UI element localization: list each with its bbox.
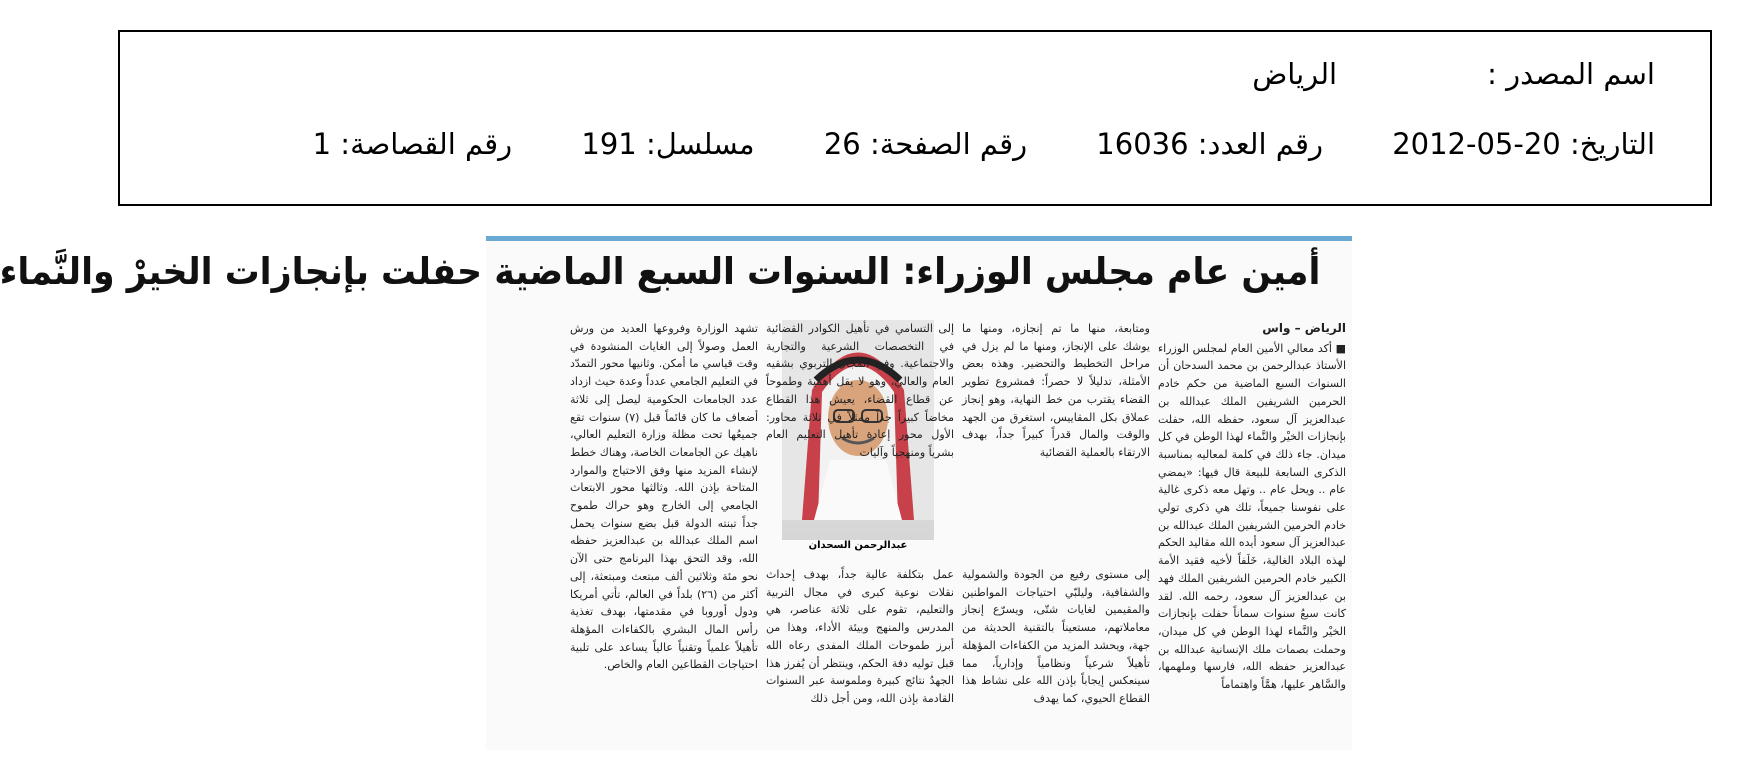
source-label: اسم المصدر : bbox=[1487, 57, 1655, 91]
issue-value: 16036 bbox=[1096, 127, 1189, 161]
column-2-text: ومتابعة، منها ما تم إنجازه، ومنها ما يوشك على الإنجاز، ومنها ما لم يزل في مراحل التخطيط والتحضير. وهذه بعض الأمثلة، تدليلاً لا حصراً: فمشروع تطوير القضاء يقترب من خط النهاية، وهو إنجاز عملاق بكل المقاييس، استغرق من الجهد والوقت والمال قدراً كبيراً جداً، بهدف الارتقاء بالعملية القضائية bbox=[962, 322, 1150, 459]
column-1-text: ■ أكد معالي الأمين العام لمجلس الوزراء الأستاذ عبدالرحمن بن محمد السدحان أن السنوات السبع الماضية من حكم خادم الحرمين الشريفين الملك عبدالله بن عبدالعزيز آل سعود، حفظه الله، حفلت بإنجازات الخيْر والنَّماء لهذا الوطن في كل ميدان. جاء ذلك في كلمة لمعاليه بمناسبة الذكرى السابعة للبيعة قال فيها: «يمضي عام .. ويحل عام .. وتهل معه ذكرى غالية على نفوسنا جميعاً، تلك هي ذكرى تولي خادم الحرمين الشريفين الملك عبدالله بن عبدالعزيز آل سعود أيده الله مقاليد الحكم لهذه البلاد الغالية، خَلَفاً لأخيه فقيد الأمة الكبير خادم الحرمين الشريفين الملك فهد بن عبدالعزيز آل سعود، رحمه الله. لقد كانت سبعُ سنوات سماناً حفلت بإنجازات الخيْر والنَّماء لهذا الوطن في كل ميدان، وحملت بصمات ملك الإنسانية عبدالله بن عبدالعزيز حفظه الله، فارسها وملهمها، والسَّاهر عليها، همَّاً واهتماماً bbox=[1158, 341, 1346, 692]
column-4-text: تشهد الوزارة وفروعها العديد من ورش العمل وصولاً إلى الغايات المنشودة في وقت قياسي ما أمكن. وثانيها محور التمدّد في التعليم الجامعي عدداً وعدة حيث ازداد عدد الجامعات الحكومية ليصل إلى ثلاثة أضعاف ما كان قائماً قبل (٧) سنوات تقع جميعُها تحت مظلة وزارة التعليم العالي، ناهيك عن الجامعات الخاصة، وهناك خطط لإنشاء المزيد منها وفق الاحتياج والموارد المتاحة بإذن الله. وثالثها محور الابتعاث الجامعي إلى الخارج وهو حراك طموح جداً تبنته الدولة قبل بضع سنوات يحمل اسم الملك عبدالله بن عبدالعزيز حفظه الله، وقد التحق بهذا البرنامج حتى الآن نحو مئة وثلاثين ألف مبتعث ومبتعثة، إلى أكثر من (٢٦) بلداً في العالم، تأتي أمريكا ودول أوروبا في مقدمتها، بهدف تغذية رأس المال البشري بالكفاءات المؤهلة تأهيلاً علمياً وتقنياً عالياً يساعد على تلبية احتياجات القطاعين العام والخاص. bbox=[570, 322, 759, 672]
clip-value: 1 bbox=[312, 127, 332, 161]
column-2-lower-text: إلى مستوى رفيع من الجودة والشمولية والشفافية، وليلبّي احتياجات المواطنين والمقيمين لغايات شتّى، ويسرّع إنجاز معاملاتهم، مستعيناً بالتقنية الحديثة من جهة، ويحشد المزيد من الكفاءات المؤهلة تأهيلاً شرعياً ونظامياً وإدارياً، مما سينعكس إيجاباً بإذن الله على نشاط هذا القطاع الحيوي، كما يهدف bbox=[962, 568, 1150, 705]
dateline: الرياض – واس bbox=[1262, 321, 1346, 335]
details-line bbox=[313, 127, 1655, 161]
serial-label: مسلسل: bbox=[645, 127, 755, 161]
newspaper-clipping bbox=[0, 236, 1352, 750]
photo-caption: عبدالرحمن السحدان bbox=[808, 540, 908, 551]
issue-label: رقم العدد: bbox=[1197, 127, 1323, 161]
article-headline: أمين عام مجلس الوزراء: السنوات السبع الماضية حفلت بإنجازات الخيرْ والنَّماء bbox=[0, 250, 1321, 293]
page-value: 26 bbox=[823, 127, 861, 161]
serial-value: 191 bbox=[581, 127, 637, 161]
top-rule bbox=[486, 236, 1352, 241]
page-label: رقم الصفحة: bbox=[869, 127, 1028, 161]
metadata-box bbox=[118, 30, 1712, 206]
date-label: التاريخ: bbox=[1569, 127, 1655, 161]
article-column-2-lower bbox=[962, 566, 1150, 746]
clip-label: رقم القصاصة: bbox=[340, 127, 513, 161]
article-column-4 bbox=[570, 320, 758, 746]
column-3-lower-text: عمل بتكلفة عالية جداً، بهدف إحداث نقلات نوعية كبرى في مجال التربية والتعليم، تقوم على ثلاثة عناصر، هي المدرس والمنهج وبيئة الأداء، وهذا من أبرز طموحات الملك المفدى رعاه الله قبل توليه دفة الحكم، وينتظر أن يُفرز هذا الجهدُ نتائج كبيرة وملموسة عبر السنوات القادمة بإذن الله، ومن أجل ذلك bbox=[766, 568, 954, 705]
source-value: الرياض bbox=[1252, 57, 1338, 91]
article-column-3-lower bbox=[766, 566, 954, 746]
source-line bbox=[1252, 57, 1655, 91]
column-3-text: إلى التسامي في تأهيل الكوادر القضائية في التخصصات الشرعية والتجارية والاجتماعية. وفي المجال التربوي بشقيه العام والعالي، وهو لا يقل أهمية وطموحاً عن قطاع القضاء، يعيش هذا القطاع مخاضاً كبيراً جداً ممثلاً في ثلاثة محاور: الأول محور إعادة تأهيل التعليم العام بشرياً ومنهجياً وآليات bbox=[766, 322, 954, 459]
article-column-1 bbox=[1158, 320, 1346, 746]
date-value: 2012-05-20 bbox=[1392, 127, 1561, 161]
